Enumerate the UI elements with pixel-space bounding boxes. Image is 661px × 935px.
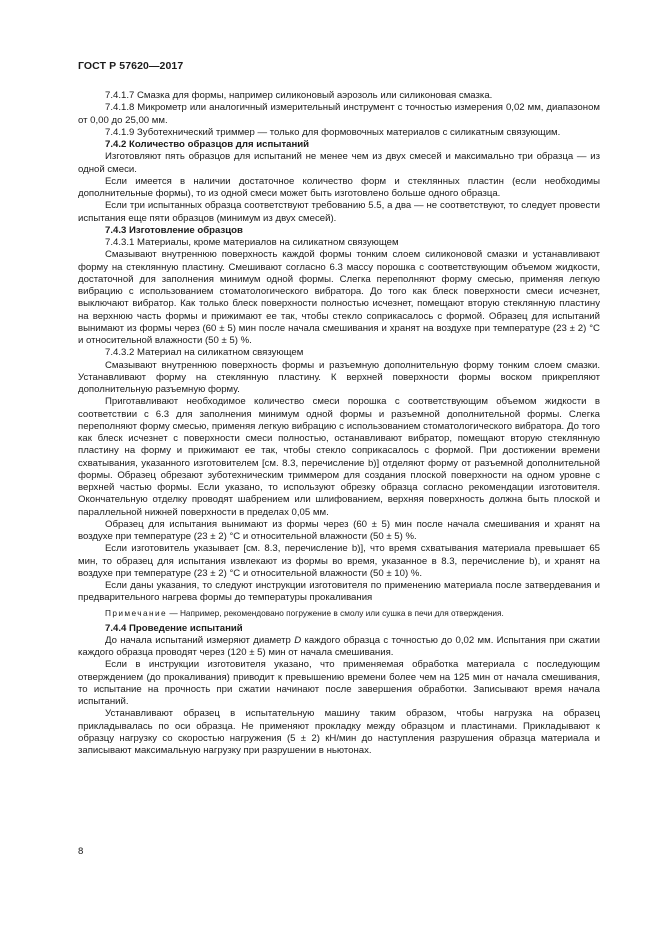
section-heading: 7.4.2 Количество образцов для испытаний	[105, 139, 310, 150]
section-heading: 7.4.4 Проведение испытаний	[105, 622, 243, 634]
paragraph: 7.4.1.7 Смазка для формы, например силиконовый аэрозоль или силиконовая смазка.	[105, 90, 493, 101]
diameter-symbol: D	[294, 634, 302, 646]
paragraph: Если изготовитель указывает [см. 8.3, перечисление b)], что время схватывания материала превышает 65 мин, то образец для испытания извлекают из формы во время, указанное в 8.3, перечисление b), и хранят на воздухе при температуре (23 ± 2) °C и относительной влажности (50 ± 10) %.	[78, 543, 600, 579]
document-header: ГОСТ Р 57620—2017	[78, 60, 184, 72]
paragraph: Если в инструкции изготовителя указано, что применяемая обработка материала с последующим отверждением (до прокаливания) приводит к превышению времени более чем на 125 мин от начала смешивания, то испытание на прочность при сжатии начинают после завершения обработки. Записывают время начала испытаний.	[78, 659, 600, 707]
page-number: 8	[78, 846, 84, 857]
section-heading: 7.4.3 Изготовление образцов	[105, 224, 243, 236]
paragraph: Смазывают внутреннюю поверхность формы и разъемную дополнительную форму тонким слоем смазки. Устанавливают форму на стеклянную пластину. К верхней поверхности формы воском прикрепляют дополнительную разъемную форму.	[78, 359, 600, 395]
paragraph: Если даны указания, то следуют инструкции изготовителя по применению материала после затвердевания и предварительного нагрева формы до температуры прокаливания	[78, 580, 600, 604]
paragraph: Приготавливают необходимое количество смеси порошка с соответствующим объемом жидкости в соответствии с 6.3 для заполнения минимум одной формы и разъемной дополнительной формы. Слегка переполняют форму смесью, применяя легкую вибрацию с использованием стоматологического вибратора. До того как блеск исчезнет с поверхности смеси полностью, останавливают вибратор, помещают вторую стеклянную пластину на форму и прижимают ее так, чтобы стекло соприкасалось с формой. При достижении времени схватывания, указанного изготовителем [см. 8.3, перечисление b)] отделяют форму от разъемной дополнительной формы. Образец обрезают зуботехническим триммером для создания плоской поверхности на одном уровне с верхней частью формы. Если указано, то используют обрезку образца согласно рекомендации изготовителя. Окончательную отделку проводят шабрением или шлифованием, верхняя поверхность должна быть плоской и параллельной нижней поверхности в пределах 0,05 мм.	[78, 396, 600, 518]
note-text: — Например, рекомендовано погружение в смолу или сушка в печи для отверждения.	[167, 607, 504, 618]
subsection-title: 7.4.3.2 Материал на силикатном связующем	[105, 347, 304, 359]
paragraph: Если три испытанных образца соответствуют требованию 5.5, а два — не соответствуют, то следует провести испытания еще пяти образцов (минимум из двух смесей).	[78, 200, 600, 224]
paragraph: Образец для испытания вынимают из формы через (60 ± 5) мин после начала смешивания и хранят на воздухе при температуре (23 ± 2) °C и относительной влажности (50 ± 5) %.	[78, 518, 600, 542]
paragraph: До начала испытаний измеряют диаметр D каждого образца с точностью до 0,02 мм. Испытания при сжатии каждого образца проводят через (120 ± 5) мин от начала смешивания.	[78, 634, 600, 658]
paragraph: Устанавливают образец в испытательную машину таким образом, чтобы нагрузка на образец прикладывалась по оси образца. Не применяют прокладку между образцом и пластинами. Прикладывают к образцу нагрузку со скоростью нагружения (5 ± 2) кН/мин до наступления разрушения образца материала и записывают максимальную нагрузку при разрушении в ньютонах.	[78, 708, 600, 756]
subsection-title: 7.4.3.1 Материалы, кроме материалов на силикатном связующем	[105, 237, 399, 248]
paragraph: 7.4.1.9 Зуботехнический триммер — только для формовочных материалов с силикатным связующим.	[105, 126, 561, 138]
note	[78, 608, 600, 619]
paragraph: Изготовляют пять образцов для испытаний не менее чем из двух смесей и максимально три образца — из одной смеси.	[78, 151, 600, 175]
note-label: Примечание	[105, 607, 168, 618]
document-body	[78, 90, 600, 757]
paragraph: 7.4.1.8 Микрометр или аналогичный измерительный инструмент с точностью измерения 0,02 мм, диапазоном от 0,00 до 25,00 мм.	[78, 102, 600, 126]
paragraph: Если имеется в наличии достаточное количество форм и стеклянных пластин (если необходимы дополнительные формы), то из одной смеси может быть изготовлено больше одного образца.	[78, 175, 600, 199]
paragraph: Смазывают внутреннюю поверхность каждой формы тонким слоем силиконовой смазки и устанавливают форму на стеклянную пластину. Смешивают согласно 6.3 массу порошка с соответствующим объемом жидкости, достаточной для заполнения минимум одной формы. Слегка переполняют форму смесью, применяя легкую вибрацию с использованием стоматологического вибратора. До того как блеск поверхности смеси исчезнет, выключают вибратор. Как только блеск поверхности полностью исчезнет, помещают вторую стеклянную пластину на верхнюю часть формы и прижимают ее так, чтобы стекло соприкасалось с формой. Образец для испытаний вынимают из формы через (60 ± 5) мин после начала смешивания и хранят на воздухе при температуре (23 ± 2) °C и относительной влажности (50 ± 5) %.	[78, 249, 600, 346]
